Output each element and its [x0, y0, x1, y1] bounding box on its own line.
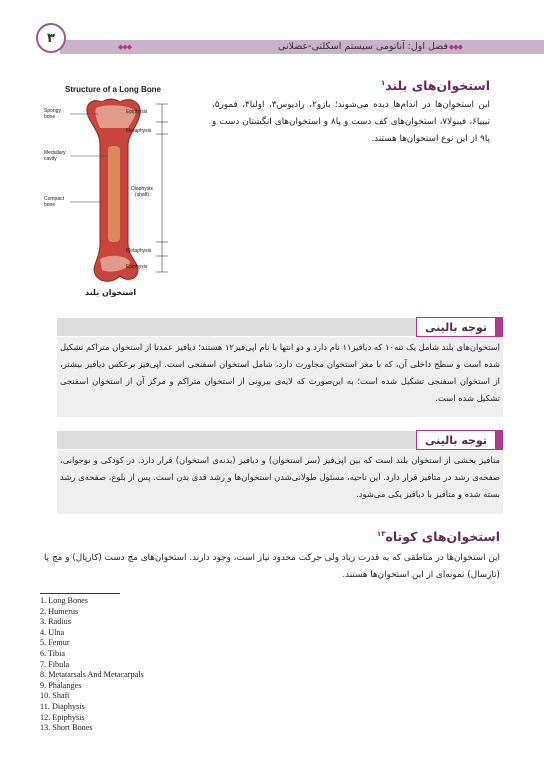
figure-caption: استخوان بلند [85, 288, 137, 297]
clinical-note-tag [416, 317, 503, 337]
label-metaphysis-bottom: Metaphysis [126, 248, 152, 254]
footnote-divider [40, 593, 120, 594]
footnote-item: 6. Tibia [40, 648, 66, 658]
label-epiphysis-top: Epiphysis [126, 109, 148, 115]
page-number: ۳ [36, 23, 66, 53]
label-metaphysis-top: Metaphysis [126, 128, 152, 134]
short-bones-paragraph: این استخوان‌ها در مناطقی که به قدرت زیاد ولی حرکت محدود نیاز است، وجود دارند. استخوان‌های مچ دست (کارپال) و مچ پا (تارسال) نمونه‌ای از این استخوان‌ها هستند. [44, 553, 500, 580]
heading-text: استخوان‌های بلند [385, 78, 490, 93]
heading-text: استخوان‌های کوتاه [385, 529, 500, 544]
heading-footnote-ref: ۱۳ [376, 529, 386, 538]
label-compact-bone: Compact bone [44, 196, 65, 208]
figure-title: Structure of a Long Bone [65, 85, 161, 94]
heading-footnote-ref: ۱ [380, 78, 386, 87]
label-epiphysis-bottom: Epiphysis [126, 264, 148, 270]
diamond-decoration-icon: ◆◆◆ [448, 43, 462, 51]
tag-label: توجه بالینی [425, 320, 487, 334]
footnote-item: 13. Short Bones [40, 723, 93, 733]
clinical-note-text: متافیز بخشی از استخوان بلند است که بین اپی‌فیز (سر استخوان) و دیافیز (بدنه‌ی استخوان) قرار دارد. در کودکی و نوجوانی، صفحه‌ی رشد در متافیز قرار دارد. این ناحیه، مسئول طولانی‌شدن استخوان‌ها و رشد قدی بدن است. پس از بلوغ، صفحه‌ی رشد بسته شده و متافیز با دیافیز یکی می‌شود. [60, 455, 500, 499]
footnote-item: 7. Fibula [40, 659, 70, 669]
footnote-item: 9. Phalanges [40, 680, 82, 690]
footnote-item: 2. Humerus [40, 606, 79, 616]
label-diaphysis: Diaphysis (shaft) [131, 186, 153, 198]
section-heading-long-bones [381, 78, 490, 93]
footnote-item: 8. Metatarsals And Metacarpals [40, 670, 144, 680]
footnote-item: 4. Ulna [40, 627, 65, 637]
section-heading-short-bones [377, 529, 500, 544]
footnote-item: 10. Shaft [40, 691, 70, 701]
footnote-item: 5. Femur [40, 638, 70, 648]
footnotes-list [40, 596, 144, 734]
label-spongy-bone: Spongy bone [44, 108, 61, 120]
footnote-item: 3. Radius [40, 617, 71, 627]
chapter-title: فصل اول: آناتومی سیستم اسکلتی-عضلانی [278, 41, 448, 52]
footnote-item: 1. Long Bones [40, 596, 88, 605]
footnote-item: 12. Epiphysis [40, 712, 85, 722]
diamond-decoration-icon: ◆◆◆ [118, 43, 132, 51]
clinical-note-tag [416, 430, 503, 450]
footnote-item: 11. Diaphysis [40, 701, 85, 711]
long-bones-paragraph: این استخوان‌ها در اندام‌ها دیده می‌شوند؛ بازو۲، رادیوس۳، اولنا۴، فمور۵، تیبیا۶، فیبولا۷، استخوان‌های کف دست و پا۸ و استخوان‌های انگشتان دست و پا۹ از این نوع استخوان‌ها هستند. [212, 100, 490, 144]
label-medullary-cavity: Medullary cavity [44, 150, 66, 162]
tag-label: توجه بالینی [425, 433, 487, 447]
clinical-note-text: استخوان‌های بلند شامل یک تنه۱۰ که دیافیز۱۱ نام دارد و دو انتها با نام اپی‌فیز۱۲ هستند؛ دیافیز عمدتا از استخوان متراکم تشکیل شده است و سطح داخلی آن، که با مغز استخوان مجاورت دارد، شامل استخوان اسفنجی است. اپی‌فیز برعکس دیافیز بیشتر، از استخوان اسفنجی تشکیل شده است؛ به این‌صورت که لایه‌ی بیرونی از استخوان متراکم و مرکز آن از استخوان اسفنجی تشکیل شده است. [60, 342, 500, 403]
long-bone-figure [40, 94, 190, 290]
